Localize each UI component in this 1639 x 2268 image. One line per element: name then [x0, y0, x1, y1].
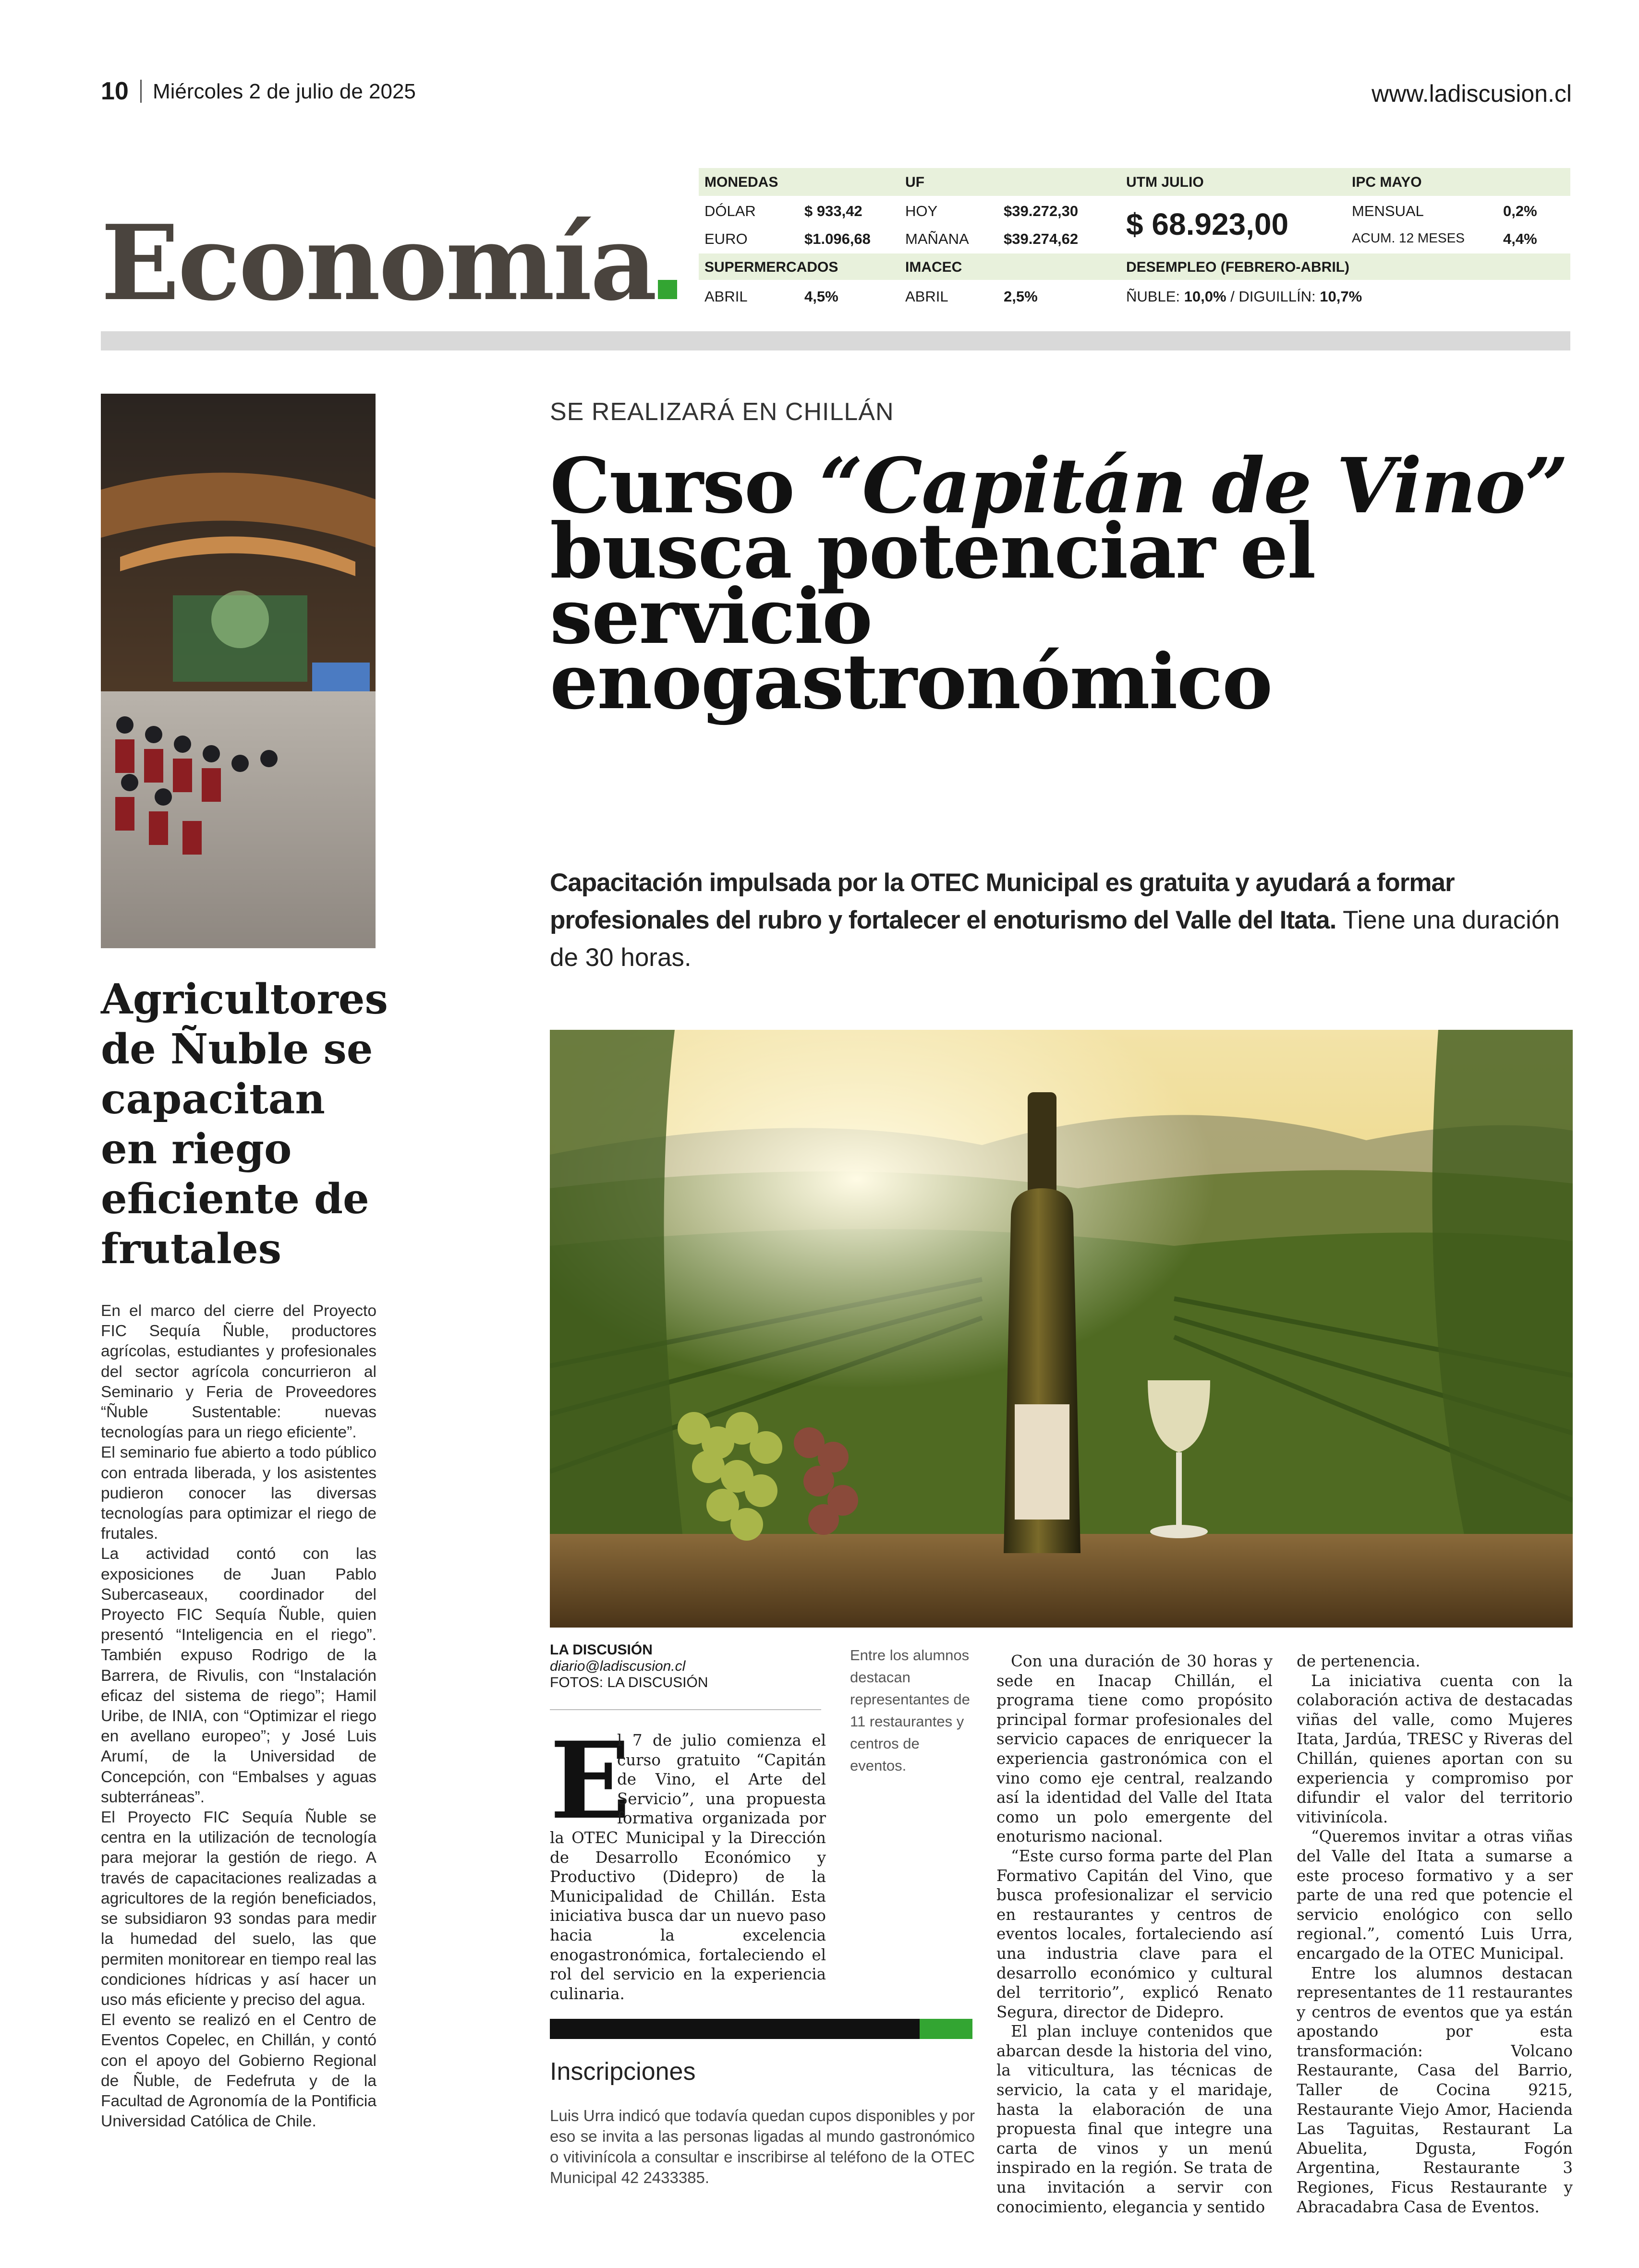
ipc-acum-value: 4,4% — [1503, 230, 1537, 247]
page-date: Miércoles 2 de julio de 2025 — [153, 80, 416, 103]
ipc-mensual-label: MENSUAL — [1352, 203, 1424, 219]
utm-label: UTM JULIO — [1126, 174, 1204, 190]
article-paragraph: Con una duración de 30 horas y sede en Inacap Chillán, el programa tiene como propósito principal formar profesionales del servicio capaces de enriquecer la experiencia gastronómica con el vino como eje central, realzando así la identidad del Valle del Itata como un polo emergente del enoturismo nacional. — [996, 1652, 1273, 1846]
article-paragraph: l 7 de julio comienza el curso gratuito “Capitán de Vino, el Arte del Servicio”, una propuesta formativa organizada por la OTEC Municipal y la Dirección de Desarrollo Económico y Productivo (Didepro) de la Municipalidad de Chillán. Esta iniciativa busca dar un nuevo paso hacia la excelencia enogastronómica, fortaleciendo el rol del servicio en la experiencia culinaria. — [550, 1731, 826, 2003]
credit-author: LA DISCUSIÓN — [550, 1642, 653, 1658]
uf-manana-label: MAÑANA — [905, 230, 969, 247]
headline-part-2: busca potenciar el servicio enogastronómico — [550, 507, 1315, 726]
uf-manana-value: $39.274,62 — [1004, 230, 1079, 247]
supermercados-label: SUPERMERCADOS — [704, 259, 838, 275]
credit-rule — [550, 1709, 821, 1710]
headline-italic: “Capitán de Vino” — [819, 442, 1567, 531]
header-divider — [140, 80, 142, 103]
ipc-label: IPC MAYO — [1352, 174, 1422, 190]
supermercados-abril-label: ABRIL — [704, 288, 748, 305]
article-credit — [550, 1642, 821, 1691]
article-column-1 — [550, 1718, 826, 2003]
headline-part-1: Curso — [550, 442, 820, 531]
uf-hoy-value: $39.272,30 — [1004, 203, 1079, 219]
article-paragraph: de pertenencia. — [1297, 1652, 1420, 1670]
desempleo-label: DESEMPLEO (FEBRERO-ABRIL) — [1126, 259, 1349, 275]
uf-label: UF — [905, 174, 924, 190]
box-title: Inscripciones — [550, 2058, 696, 2086]
section-dot — [658, 280, 677, 299]
sidebar-paragraph: La actividad contó con las exposiciones de Juan Pablo Subercaseaux, coordinador del Proyecto FIC Sequía Ñuble, quien presentó “Inteligencia en el riego”. También expuso Rodrigo de la Barrera, de Rivulis, con “Instalación eficaz del sistema de riego”; Hamil Uribe, de INIA, con “Optimizar el riego en avellano europeo”; y José Luis Arumí, de la Universidad de Concepción, con “Embalses y aguas subterráneas”. — [101, 1545, 376, 1806]
article-sidenote: Entre los alumnos destacan representantes de 11 restaurantes y centros de eventos. — [850, 1647, 970, 1774]
dolar-label: DÓLAR — [704, 203, 756, 219]
website-url[interactable]: www.ladiscusion.cl — [1372, 80, 1572, 107]
credit-email[interactable]: diario@ladiscusion.cl — [550, 1658, 686, 1674]
monedas-label: MONEDAS — [704, 174, 778, 190]
sidebar-paragraph: En el marco del cierre del Proyecto FIC Sequía Ñuble, productores agrícolas, estudiantes y profesionales del sector agrícola concurrieron al Seminario y Feria de Proveedores “Ñuble Sustentable: nuevas tecnologías para un riego eficiente”. — [101, 1302, 376, 1442]
diguillin-label: DIGUILLÍN: — [1238, 288, 1316, 305]
uf-hoy-label: HOY — [905, 203, 938, 219]
imacec-abril-value: 2,5% — [1004, 288, 1038, 305]
article-deck — [550, 864, 1573, 977]
box-body: Luis Urra indicó que todavía quedan cupos disponibles y por eso se invita a las personas ligadas al mundo gastronómico o vitivinícola a consultar e inscribirse al teléfono de la OTEC Municipal 42 2433385. — [550, 2107, 975, 2186]
header-rule — [101, 331, 1570, 350]
article-paragraph: “Queremos invitar a otras viñas del Valle del Itata a sumarse a este proceso formativo y a ser parte de una red que potencie el servicio enológico con sello regional.”, comentó Luis Urra, encargado de la OTEC Municipal. — [1297, 1827, 1573, 1963]
utm-value: $ 68.923,00 — [1126, 207, 1289, 241]
section-title-text: Economía — [101, 202, 656, 324]
article-paragraph: La iniciativa cuenta con la colaboración activa de destacadas viñas del valle, como Mujeres Itata, Jardúa, TRESC y Riveras del Chillán, quienes aportan con su experiencia y compromiso por difundir el valor del territorio vitivinícola. — [1297, 1671, 1573, 1826]
wine-vineyard-photo — [550, 1030, 1573, 1628]
box-rule — [550, 2019, 920, 2039]
seminar-photo — [101, 394, 376, 948]
euro-label: EURO — [704, 230, 748, 247]
imacec-abril-label: ABRIL — [905, 288, 948, 305]
article-column-2 — [996, 1652, 1273, 2217]
supermercados-abril-value: 4,5% — [804, 288, 838, 305]
article-paragraph: El plan incluye contenidos que abarcan desde la historia del vino, la viticultura, las técnicas de servicio, la cata y el maridaje, hasta la elaboración de una propuesta final que integre una carta de vinos y un menú inspirado en la región. Se trata de una invitación a servir con conocimiento, elegancia y sentido — [996, 2022, 1273, 2216]
dolar-value: $ 933,42 — [804, 203, 862, 219]
article-headline — [550, 442, 1573, 726]
nuble-value: 10,0% — [1184, 288, 1226, 305]
sidebar-paragraph: El Proyecto FIC Sequía Ñuble se centra en la utilización de tecnología para mejorar la gestión de riego. A través de capacitaciones realizadas a agricultores de la región beneficiados, se subsidiaron 93 sondas para medir la humedad del suelo, las que permiten monitorear en tiempo real las condiciones hídricas y así hacer un uso más eficiente y preciso del agua. — [101, 1809, 376, 2009]
sidebar-body — [101, 1301, 376, 2132]
sidebar-paragraph: El seminario fue abierto a todo público con entrada liberada, y los asistentes pudieron conocer las diversas tecnologías para optimizar el riego de frutales. — [101, 1444, 376, 1543]
economic-indicators — [699, 168, 1570, 317]
diguillin-value: 10,7% — [1320, 288, 1362, 305]
article-paragraph: “Este curso forma parte del Plan Formativo Capitán del Vino, que busca profesionalizar el servicio en restaurantes y centros de eventos locales, fortaleciendo así una industria clave para el desarrollo económico y cultural del territorio”, explicó Renato Segura, director de Didepro. — [996, 1846, 1273, 2021]
sidebar-paragraph: El evento se realizó en el Centro de Eventos Copelec, en Chillán, y contó con el apoyo del Gobierno Regional de Ñuble, de Fedefruta y de la Facultad de Agronomía de la Pontificia Universidad Católica de Chile. — [101, 2011, 376, 2131]
article-paragraph: Entre los alumnos destacan representantes de 11 restaurantes y centros de eventos que ya están apostando por esta transformación: Volcano Restaurante, Casa del Barrio, Taller de Cocina 9215, Restaurante Viejo Amor, Hacienda Las Taguitas, Restaurant La Abuelita, Dgusta, Fogón Argentina, Restaurante 3 Regiones, Ficus Restaurante y Abracadabra Casa de Eventos. — [1297, 1964, 1573, 2216]
euro-value: $1.096,68 — [804, 230, 871, 247]
article-column-3 — [1297, 1652, 1573, 2217]
credit-photos: FOTOS: LA DISCUSIÓN — [550, 1675, 708, 1690]
box-rule-accent — [920, 2019, 972, 2039]
deck-regular: Tiene una duración de 30 horas. — [550, 906, 1560, 972]
section-title — [101, 202, 677, 324]
sidebar-headline: Agricultores de Ñuble se capacitan en riego eficiente de frutales — [101, 975, 388, 1273]
desempleo-separator: / — [1230, 288, 1235, 305]
deck-bold: Capacitación impulsada por la OTEC Municipal es gratuita y ayudará a formar profesionales del rubro y fortalecer el enoturismo del Valle del Itata. — [550, 869, 1455, 934]
page-number: 10 — [101, 77, 129, 105]
nuble-label: ÑUBLE: — [1126, 288, 1180, 305]
desempleo-values — [1126, 288, 1362, 305]
drop-cap: E — [550, 1718, 631, 1843]
ipc-mensual-value: 0,2% — [1503, 203, 1537, 219]
imacec-label: IMACEC — [905, 259, 962, 275]
ipc-acum-label: ACUM. 12 MESES — [1352, 230, 1465, 245]
article-kicker: SE REALIZARÁ EN CHILLÁN — [550, 398, 894, 426]
